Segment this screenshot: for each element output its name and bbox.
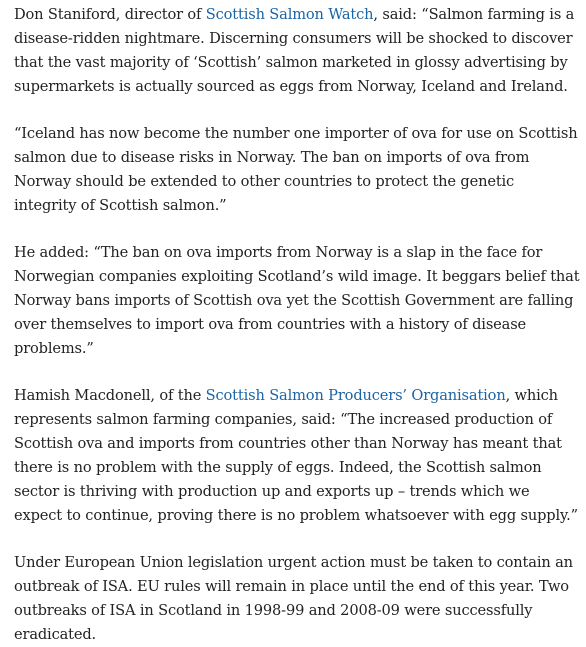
paragraph-text: , said: “Salmon farming is a disease-ridden nightmare. Discerning consumers will be shocked to discover that the vast majority of ‘Scottish’ salmon marketed in glossy advertising by supermarkets is actually sourced as eggs from Norway, Iceland and Ireland. xyxy=(14,6,575,95)
paragraph-iceland-ova: “Iceland has now become the number one importer of ova for use on Scottish salmon due to disease risks in Norway. The ban on imports of ova from Norway should be extended to other countries to protect the genetic integrity of Scottish salmon.” xyxy=(14,125,578,214)
paragraph-text: Hamish Macdonell, of the xyxy=(14,387,206,404)
paragraph-text: , which represents salmon farming companies, said: “The increased production of Scottish ova and imports from countries other than Norway has meant that there is no problem with the supply of eggs. Indeed, the Scottish salmon sector is thriving with production up and exports up – trends which we expect to continue, proving there is no problem whatsoever with egg supply.” xyxy=(14,387,578,524)
article-body xyxy=(14,3,580,647)
paragraph-text: Don Staniford, director of xyxy=(14,6,206,23)
link-scottish-salmon-watch[interactable]: Scottish Salmon Watch xyxy=(205,6,374,23)
paragraph-staniford-quote xyxy=(14,3,580,99)
link-scottish-salmon-producers-organisation[interactable]: Scottish Salmon Producers’ Organisation xyxy=(205,387,506,404)
paragraph-eu-legislation: Under European Union legislation urgent action must be taken to contain an outbreak of ISA. EU rules will remain in place until the end of this year. Two outbreaks of ISA in Scotland in 1998-99 and 2008-09 were successfully eradicated. xyxy=(14,554,573,643)
paragraph-ova-ban: He added: “The ban on ova imports from Norway is a slap in the face for Norwegian companies exploiting Scotland’s wild image. It beggars belief that Norway bans imports of Scottish ova yet the Scottish Government are falling over themselves to import ova from countries with a history of disease problems.” xyxy=(14,244,580,357)
paragraph-macdonell-quote xyxy=(14,384,580,528)
